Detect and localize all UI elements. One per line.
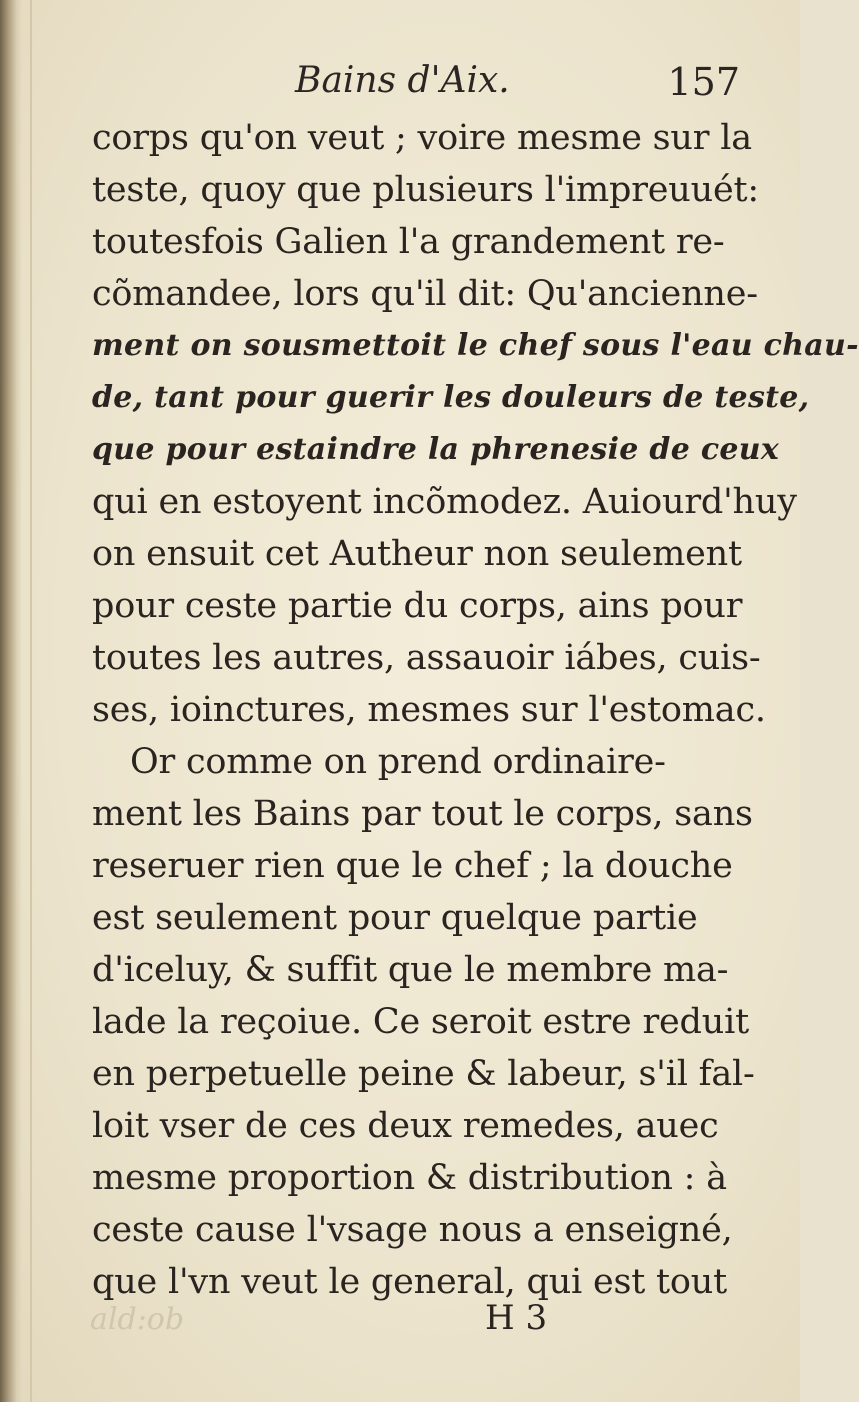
body-text: [92, 112, 859, 1308]
signature-mark: H 3: [485, 1298, 548, 1338]
text-line: loit vser de ces deux remedes, auec: [92, 1106, 719, 1146]
text-line: mesme proportion & distribution : à: [92, 1158, 727, 1198]
text-line: teste, quoy que plusieurs l'impreuuét:: [92, 170, 759, 210]
page-header: [80, 60, 740, 110]
text-line-italic-quote: que pour estaindre la phrenesie de ceux: [92, 432, 780, 467]
page-number: 157: [667, 60, 740, 104]
text-line: toutesfois Galien l'a grandement re-: [92, 222, 725, 262]
running-head: Bains d'Aix.: [295, 60, 510, 101]
text-line: est seulement pour quelque partie: [92, 898, 698, 938]
text-line: ses, ioinctures, mesmes sur l'estomac.: [92, 690, 766, 730]
text-line: pour ceste partie du corps, ains pour: [92, 586, 743, 626]
text-line: d'iceluy, & suffit que le membre ma-: [92, 950, 729, 990]
paragraph-start-line: Or comme on prend ordinaire-: [130, 742, 666, 782]
text-line: qui en estoyent incõmodez. Auiourd'huy: [92, 482, 797, 522]
text-line: corps qu'on veut ; voire mesme sur la: [92, 118, 752, 158]
text-line: ment les Bains par tout le corps, sans: [92, 794, 753, 834]
text-line-italic-quote: ment on sousmettoit le chef sous l'eau chau-: [92, 328, 859, 363]
gutter-fold-line: [30, 0, 32, 1402]
page-footer: [80, 1298, 740, 1348]
text-line: que l'vn veut le general, qui est tout: [92, 1262, 727, 1302]
bleed-through-catchword: ald:ob: [90, 1302, 185, 1337]
text-line: on ensuit cet Autheur non seulement: [92, 534, 742, 574]
text-line: cõmandee, lors qu'il dit: Qu'ancienne-: [92, 274, 758, 314]
text-line: lade la reçoiue. Ce seroit estre reduit: [92, 1002, 749, 1042]
text-line: ceste cause l'vsage nous a enseigné,: [92, 1210, 733, 1250]
binding-gutter: [0, 0, 22, 1402]
text-line: en perpetuelle peine & labeur, s'il fal-: [92, 1054, 755, 1094]
text-line-italic-quote: de, tant pour guerir les douleurs de teste,: [92, 380, 810, 415]
text-line: reseruer rien que le chef ; la douche: [92, 846, 733, 886]
text-line: toutes les autres, assauoir iábes, cuis-: [92, 638, 761, 678]
